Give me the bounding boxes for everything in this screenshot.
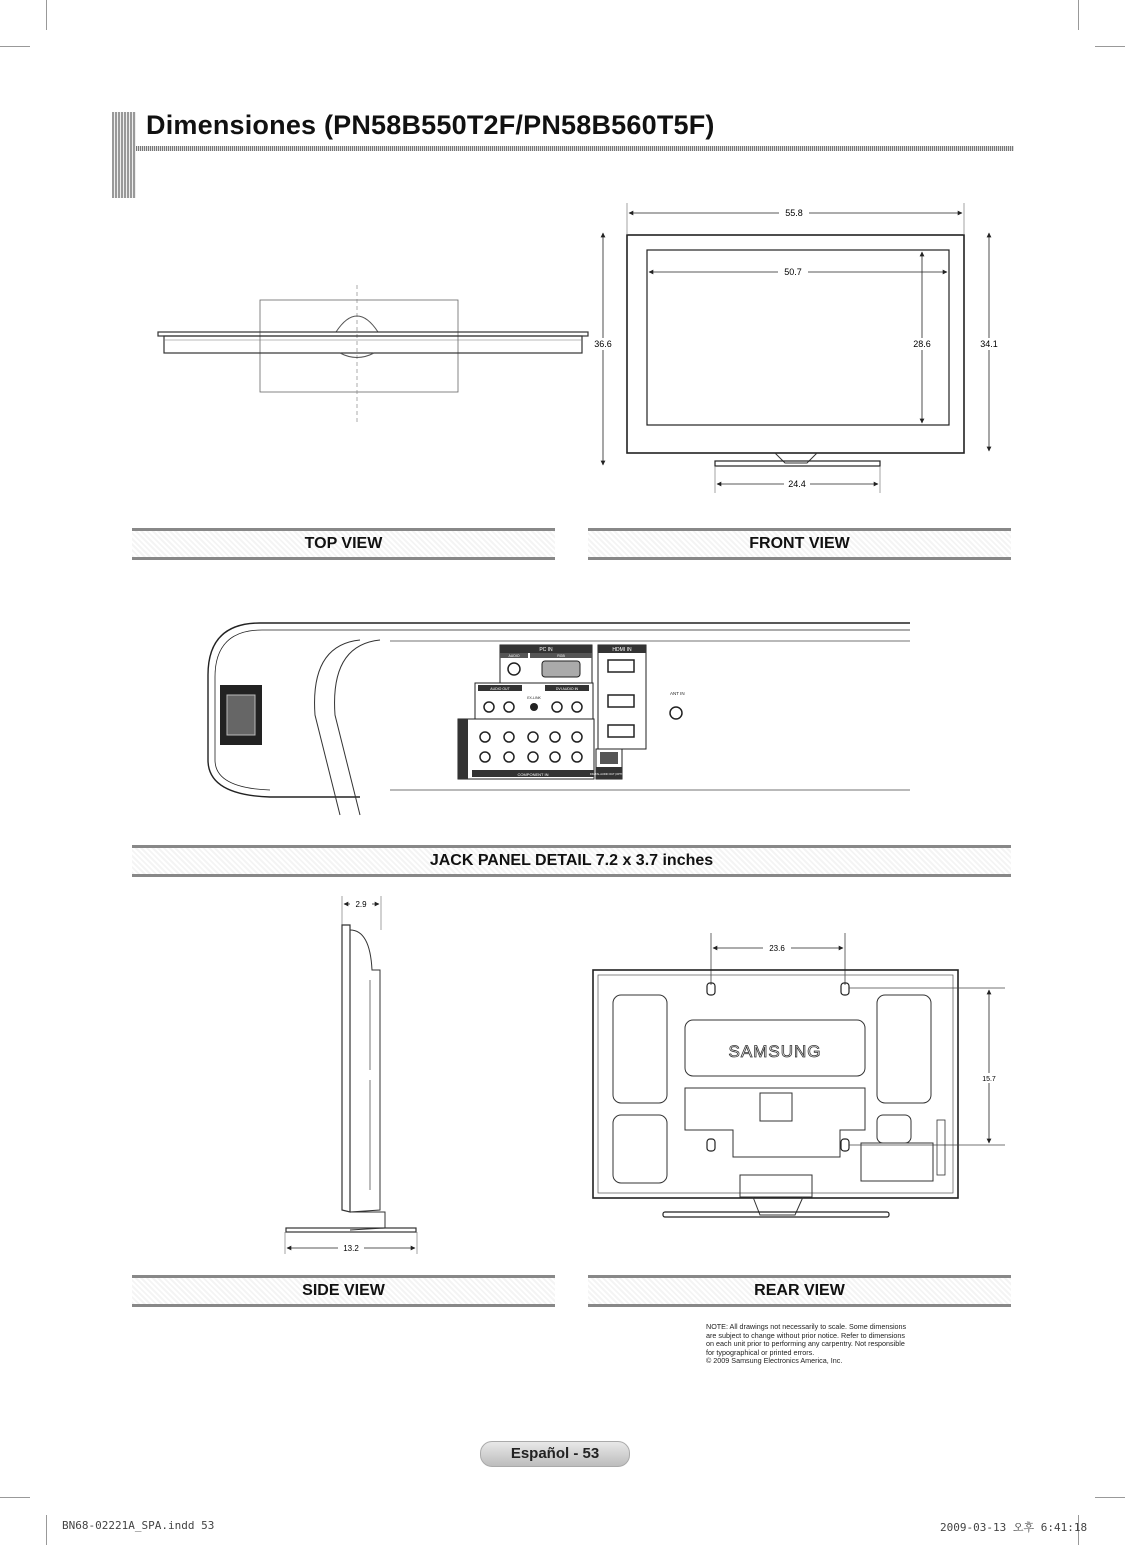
section-label-front-view: FRONT VIEW [588,528,1011,560]
page-number: Español - 53 [480,1441,630,1467]
disclaimer-note [706,1323,911,1366]
dim-screen-width: 50.7 [784,267,802,277]
jack-label-pc-in: PC IN [539,647,553,653]
jack-label-ant-in: ANT IN [670,691,685,696]
title-accent-bar [112,112,136,198]
dim-body-height: 34.1 [980,339,998,349]
page-title: Dimensiones (PN58B550T2F/PN58B560T5F) [146,110,715,140]
crop-mark [0,46,30,47]
dim-total-height: 36.6 [594,339,612,349]
footer-timestamp: 2009-03-13 오후 6:41:18 [940,1521,1088,1534]
dim-mount-v-spacing: 15.7 [982,1076,996,1083]
note-copyright: © 2009 Samsung Electronics America, Inc. [706,1356,843,1366]
jack-label-audio-out: AUDIO OUT [490,687,510,691]
section-label-jack-panel: JACK PANEL DETAIL 7.2 x 3.7 inches [132,845,1011,877]
crop-mark [46,1515,47,1545]
dim-front-width: 55.8 [785,208,803,218]
section-label-rear-view: REAR VIEW [588,1275,1011,1307]
jack-label-digital-audio-out: DIGITAL AUDIO OUT (OPTICAL) [589,773,629,776]
jack-panel-drawing [200,615,915,835]
jack-label-dvi-audio-in: DVI AUDIO IN [555,687,579,691]
jack-label-audio: AUDIO [508,654,520,658]
jack-label-rgb: RGB [557,654,565,658]
front-view-drawing [585,195,1005,500]
jack-label-component-in: COMPONENT IN [517,772,549,777]
section-label-side-view: SIDE VIEW [132,1275,555,1307]
note-text: NOTE: All drawings not necessarily to scale. Some dimensions are subject to change without prior notice. Refer to dimensions on each unit prior to performing any carpentry. Not responsible for typographical or printed errors. [706,1322,907,1357]
crop-mark [1095,1497,1125,1498]
rear-view-drawing [585,925,1010,1225]
dim-screen-height: 28.6 [913,339,931,349]
crop-mark [1095,46,1125,47]
jack-label-ex-link: EX-LINK [527,696,541,700]
footer-filename: BN68-02221A_SPA.indd 53 [62,1519,215,1532]
dim-stand-depth: 13.2 [343,1244,359,1253]
crop-mark [1078,0,1079,30]
dim-stand-width: 24.4 [788,479,806,489]
section-label-top-view: TOP VIEW [132,528,555,560]
dim-mount-h-spacing: 23.6 [769,944,785,953]
rear-brand-logo: SAMSUNG [728,1042,822,1061]
jack-label-hdmi-in: HDMI IN [612,647,632,653]
side-view-drawing [270,890,440,1260]
top-view-drawing [150,280,600,430]
crop-mark [46,0,47,30]
dim-side-depth: 2.9 [355,900,367,909]
title-rule [136,146,1014,151]
crop-mark [0,1497,30,1498]
